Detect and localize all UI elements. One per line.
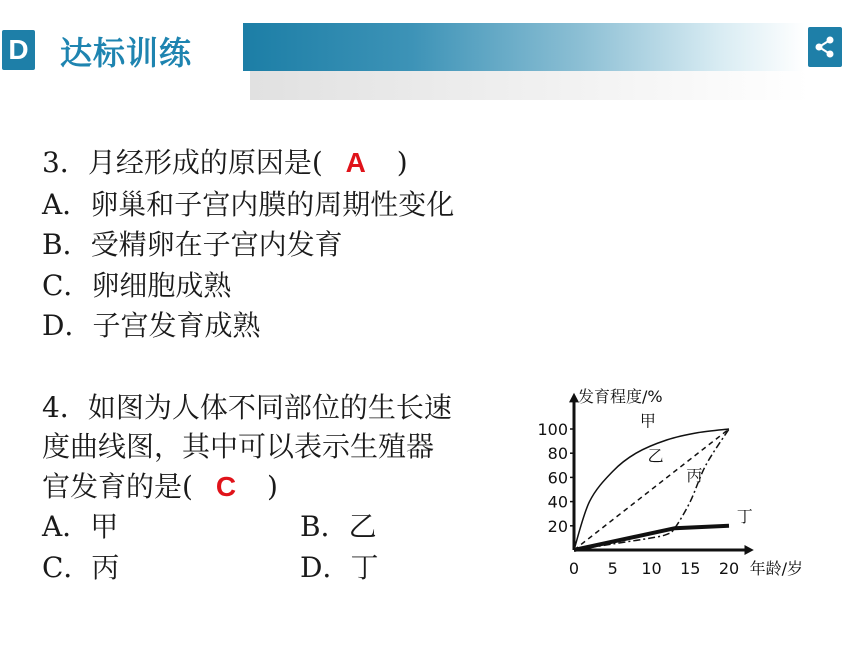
x-tick-label: 0 bbox=[568, 559, 580, 578]
series-label-4: 丁 bbox=[736, 507, 753, 527]
q3-stem bbox=[42, 143, 408, 183]
section-badge: D bbox=[2, 30, 35, 70]
q3-stem-text: 3．月经形成的原因是( bbox=[42, 146, 323, 179]
q4-answer: C bbox=[215, 471, 237, 502]
q4-close: ) bbox=[266, 470, 278, 503]
share-icon bbox=[808, 27, 842, 67]
series-label-3: 丙 bbox=[686, 466, 703, 486]
q4-option-c: C．丙 bbox=[42, 551, 120, 584]
growth-curve-chart bbox=[530, 380, 820, 590]
y-axis-label: 发育程度/% bbox=[578, 387, 663, 406]
q3-close: ) bbox=[396, 146, 408, 179]
series-label-2: 乙 bbox=[647, 446, 664, 466]
y-tick-label: 100 bbox=[537, 420, 568, 439]
q4-stem-text: 官发育的是( bbox=[42, 470, 193, 503]
y-tick-label: 40 bbox=[547, 492, 568, 512]
q4-option-d: D．丁 bbox=[300, 551, 379, 584]
header-banner bbox=[243, 23, 805, 71]
q4-stem-line1: 4．如图为人体不同部位的生长速 bbox=[42, 391, 452, 424]
q3-option-c: C．卵细胞成熟 bbox=[42, 269, 232, 302]
q3-answer: A bbox=[345, 147, 366, 178]
q3-option-b: B．受精卵在子宫内发育 bbox=[42, 228, 343, 261]
series-label-1: 甲 bbox=[639, 411, 656, 431]
y-tick-label: 20 bbox=[547, 516, 568, 536]
q4-stem-line3 bbox=[42, 467, 278, 507]
x-axis-label: 年龄/岁 bbox=[749, 559, 804, 578]
x-tick-label: 20 bbox=[718, 559, 740, 578]
q4-option-b: B．乙 bbox=[300, 510, 377, 543]
x-tick-label: 15 bbox=[680, 559, 701, 578]
x-axis-arrow bbox=[745, 545, 754, 555]
q3-option-d: D．子宫发育成熟 bbox=[42, 309, 261, 342]
y-tick-label: 80 bbox=[547, 444, 568, 464]
y-tick-label: 60 bbox=[547, 468, 568, 488]
share-button[interactable] bbox=[808, 27, 842, 67]
x-tick-label: 5 bbox=[607, 559, 618, 578]
q4-option-a: A．甲 bbox=[42, 510, 119, 543]
q3-option-a: A．卵巢和子宫内膜的周期性变化 bbox=[42, 188, 455, 221]
x-tick-label: 10 bbox=[641, 559, 662, 578]
q4-stem-line2: 度曲线图，其中可以表示生殖器 bbox=[42, 430, 435, 463]
page-title: 达标训练 bbox=[60, 34, 193, 72]
